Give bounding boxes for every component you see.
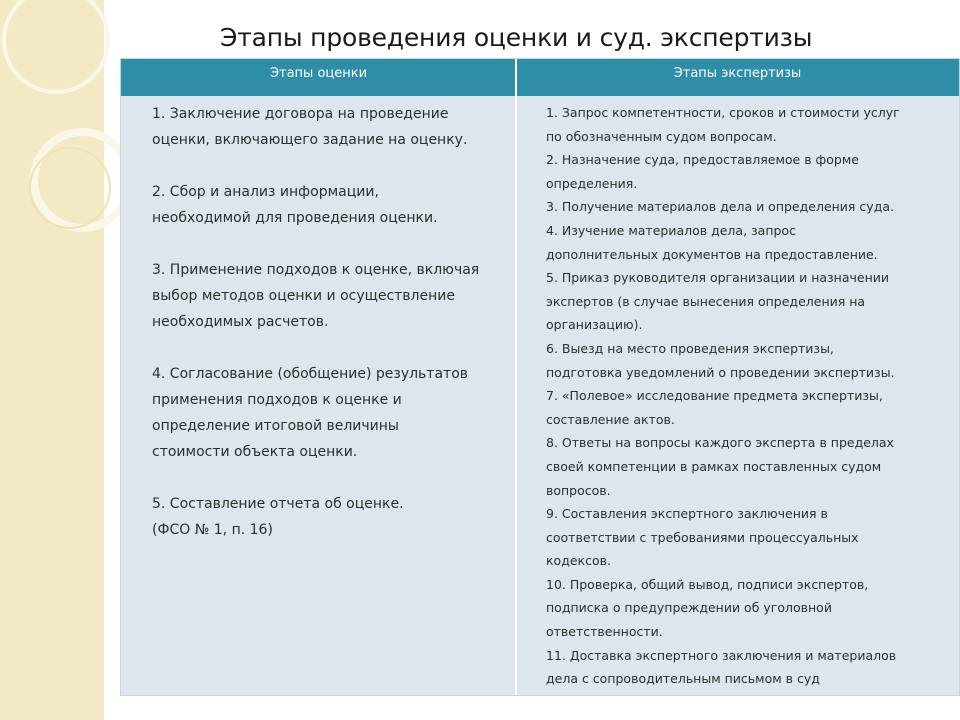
expertise-step: 2. Назначение суда, предоставляемое в форме определения. <box>546 152 859 191</box>
column-divider <box>515 59 517 695</box>
appraisal-step: 2. Сбор и анализ информации, необходимой для проведения оценки. <box>152 184 438 226</box>
decorative-ring-top <box>4 0 108 92</box>
appraisal-step: 5. Составление отчета об оценке. (ФСО № 1, п. 16) <box>152 496 404 538</box>
table-header <box>121 59 959 96</box>
expertise-step: 7. «Полевое» исследование предмета экспертизы, составление актов. <box>546 388 883 427</box>
header-appraisal-steps: Этапы оценки <box>269 66 368 81</box>
expertise-step: 9. Составления экспертного заключения в соответствии с требованиями процессуальных кодексов. <box>546 506 859 569</box>
appraisal-steps-column <box>152 101 512 569</box>
expertise-step: 11. Доставка экспертного заключения и материалов дела с сопроводительным письмом в суд <box>546 647 897 687</box>
appraisal-step: 1. Заключение договора на проведение оценки, включающего задание на оценку. <box>152 106 468 148</box>
expertise-steps-column <box>546 101 951 691</box>
expertise-step: 4. Изучение материалов дела, запрос дополнительных документов на предоставление. <box>546 222 878 262</box>
expertise-step: 1. Запрос компетентности, сроков и стоимости услуг по обозначенным судом вопросам. <box>546 105 900 144</box>
decorative-rings <box>0 0 130 300</box>
appraisal-step: 3. Применение подходов к оценке, включая выбор методов оценки и осуществление необходимых расчетов. <box>152 262 480 330</box>
expertise-step: 8. Ответы на вопросы каждого эксперта в пределах своей компетенции в рамках поставленных судом вопросов. <box>546 435 894 498</box>
comparison-table <box>120 58 960 696</box>
expertise-step: 6. Выезд на место проведения экспертизы, подготовка уведомлений о проведении экспертизы. <box>546 340 895 380</box>
expertise-step: 10. Проверка, общий вывод, подписи экспертов, подписка о предупреждении об уголовной ответственности. <box>546 576 869 640</box>
expertise-step: 5. Приказ руководителя организации и назначении экспертов (в случае вынесения определения на организацию). <box>546 270 889 333</box>
decorative-ring-bottom <box>34 132 130 228</box>
expertise-step: 3. Получение материалов дела и определения суда. <box>546 199 894 215</box>
slide-title: Этапы проведения оценки и суд. экспертизы <box>220 23 813 52</box>
header-expertise-steps: Этапы экспертизы <box>673 66 802 81</box>
appraisal-step: 4. Согласование (обобщение) результатов применения подходов к оценке и определение итоговой величины стоимости объекта оценки. <box>152 366 469 460</box>
decorative-ring-inner <box>30 148 110 228</box>
